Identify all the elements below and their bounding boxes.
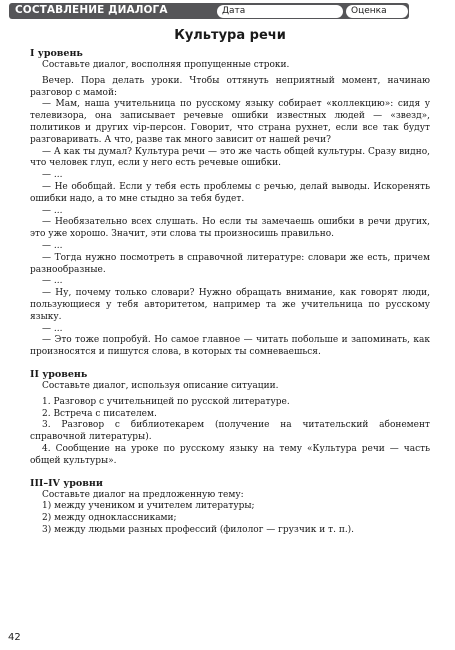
dialog-line: — Тогда нужно посмотреть в справочной литературе: словари же есть, причем разнообразные.: [30, 252, 430, 275]
level34-item: 3) между людьми разных профессий (филолог — грузчик и т. п.).: [42, 524, 355, 535]
dialog-blank-line: — ...: [42, 276, 63, 287]
dialog-line: — Это тоже попробуй. Но самое главное — читать побольше и запоминать, как произносятся и пишутся слова, в которых ты сомневаешься.: [30, 335, 430, 358]
dialog-blank-line: — ...: [42, 323, 63, 334]
page-title: Культура речи: [174, 28, 286, 43]
level34-item: 1) между учеником и учителем литературы;: [42, 501, 255, 512]
section-header-bar: [9, 3, 409, 19]
dialog-line: — А как ты думал? Культура речи — это же часть общей культуры. Сразу видно, что человек глуп, если у него есть речевые ошибки.: [30, 146, 430, 169]
page-number: 42: [8, 632, 21, 643]
date-field[interactable]: [217, 5, 343, 18]
section-title: СОСТАВЛЕНИЕ ДИАЛОГА: [15, 4, 168, 16]
date-label: Дата: [222, 6, 246, 16]
level2-item: 2. Встреча с писателем.: [42, 408, 157, 419]
dialog-blank-line: — ...: [42, 240, 63, 251]
grade-label: Оценка: [351, 6, 387, 16]
dialog-line: — Необязательно всех слушать. Но если ты замечаешь ошибки в речи других, это уже хорошо. Значит, эти слова ты произносишь правильно.: [30, 217, 430, 240]
dialog-line: Вечер. Пора делать уроки. Чтобы оттянуть неприятный момент, начинаю разговор с мамой:: [30, 75, 430, 98]
dialog-blank-line: — ...: [42, 170, 63, 181]
level2-item: 4. Сообщение на уроке по русскому языку на тему «Культура речи — часть общей культуры».: [30, 443, 430, 466]
level2-task: Составьте диалог, используя описание ситуации.: [42, 380, 279, 391]
dialog-line: — Мам, наша учительница по русскому языку собирает «коллекцию»: сидя у телевизора, она записывает речевые ошибки известных людей — «звезд», политиков и других vip-персон. Говорит, что страна рухнет, если все так будут разговаривать. А что, разве так много зависит от нашей речи?: [30, 99, 430, 145]
level2-item: 1. Разговор с учительницей по русской литературе.: [42, 396, 290, 407]
grade-field[interactable]: [346, 5, 408, 18]
level1-task: Составьте диалог, восполняя пропущенные строки.: [42, 60, 290, 70]
level2-item: 3. Разговор с библиотекарем (получение на читательский абонемент справочной литературы).: [30, 420, 430, 443]
level34-item: 2) между одноклассниками;: [42, 513, 177, 524]
dialog-line: — Ну, почему только словари? Нужно обращать внимание, как говорят люди, пользующиеся у тебя авторитетом, например та же учительница по русскому языку.: [30, 288, 430, 322]
page-content: [30, 28, 430, 537]
dialog-blank-line: — ...: [42, 205, 63, 216]
level34-heading: III–IV уровни: [30, 477, 103, 489]
level1-heading: I уровень: [30, 48, 83, 59]
level34-task: Составьте диалог на предложенную тему:: [42, 489, 244, 500]
level2-heading: II уровень: [30, 368, 88, 380]
dialog-line: — Не обобщай. Если у тебя есть проблемы с речью, делай выводы. Искоренять ошибки надо, а то мне стыдно за тебя будет.: [30, 181, 430, 204]
